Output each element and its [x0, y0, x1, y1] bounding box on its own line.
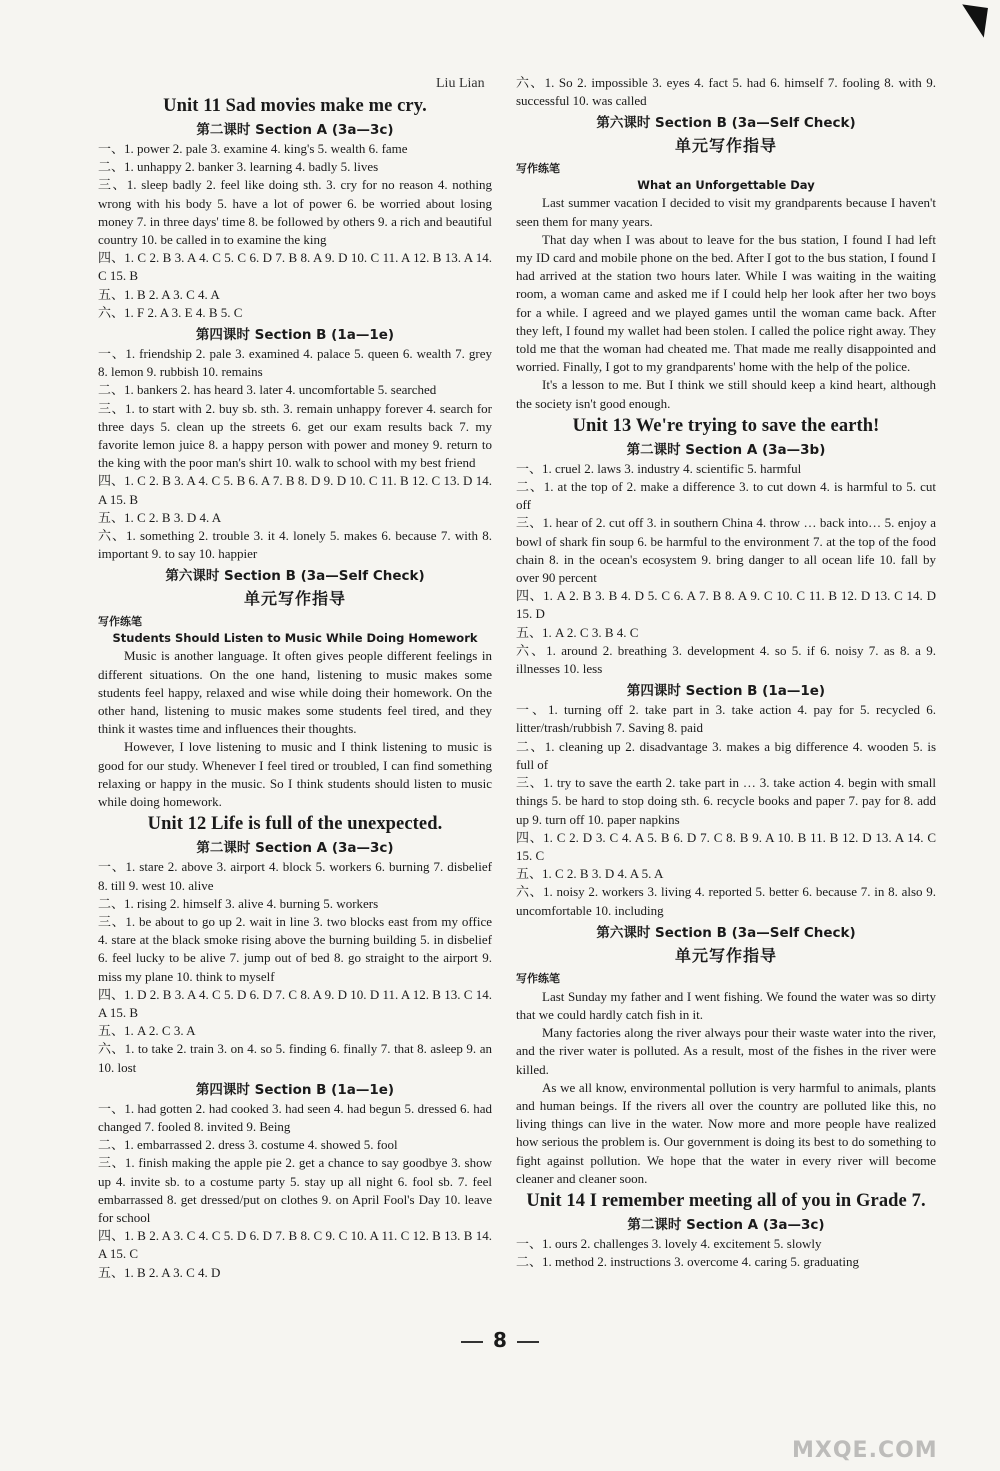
- writing-guide-title: 单元写作指导: [674, 945, 777, 965]
- page-corner-mark: [958, 4, 988, 37]
- essay-paragraph: That day when I was about to leave for the bus station, I found I had left my ID card and mobile phone on the bed. After I got to the bus station, I found I had arrived at the station two hours later. While I was waiting in the waiting room, a woman came and asked me if I could help her look after her two boys for a while. I agreed and we played games until the woman came back. After they left, I found my wallet had been stolen. I called the police right away. They told me that the woman had cheated me. That made me really disappointed and worried. Finally, I got to my grandparents' home with the help of the police.: [516, 231, 936, 375]
- writing-guide-title: 单元写作指导: [674, 136, 777, 156]
- essay-paragraph: As we all know, environmental pollution is very harmful to animals, plants and human beings. If the rivers all over the country are polluted like this, no living things can live in the water. Now more and more people have realized how serious the problem is. Our government is doing its best to do something to fight against pollution. We hope that the water in every river will become cleaner and cleaner soon.: [516, 1079, 936, 1186]
- answer-line: 五、1. B 2. A 3. C 4. A: [98, 286, 220, 302]
- answer-line: 一、1. stare 2. above 3. airport 4. block 5. workers 6. burning 7. disbelief 8. till 9. west 10. alive: [98, 859, 492, 893]
- answer-line: 五、1. A 2. C 3. A: [98, 1023, 196, 1039]
- lesson-heading: 第六课时 Section B (3a—Self Check): [596, 115, 856, 132]
- answer-line: 一、1. turning off 2. take part in 3. take action 4. pay for 5. recycled 6. litter/trash/rubbish 7. Saving 8. paid: [516, 702, 936, 736]
- answer-line: 四、1. D 2. B 3. A 4. C 5. D 6. D 7. C 8. A 9. D 10. D 11. A 12. B 13. C 14. A 15. B: [98, 986, 492, 1020]
- answer-line: 三、1. try to save the earth 2. take part in … 3. take action 4. begin with small things 5. be hard to stop doing sth. 6. recycle books and paper 7. pay for 8. add up 9. turn off 10. paper napkins: [516, 775, 936, 827]
- writing-practice-label: 写作练笔: [98, 615, 142, 629]
- unit-title: Unit 14 I remember meeting all of you in Grade 7.: [526, 1190, 926, 1211]
- answer-line: 四、1. C 2. D 3. C 4. A 5. B 6. D 7. C 8. B 9. A 10. B 11. B 12. D 13. A 14. C 15. C: [516, 829, 936, 863]
- answer-line: 五、1. C 2. B 3. D 4. A 5. A: [516, 866, 664, 882]
- answer-line: 五、1. C 2. B 3. D 4. A: [98, 509, 222, 525]
- answer-line: 六、1. So 2. impossible 3. eyes 4. fact 5. had 6. himself 7. fooling 8. with 9. successful 10. was called: [516, 75, 936, 109]
- unit-title: Unit 11 Sad movies make me cry.: [163, 96, 427, 116]
- answer-line: 五、1. B 2. A 3. C 4. D: [98, 1264, 221, 1280]
- right-column: [516, 74, 936, 1271]
- answer-line: 三、1. sleep badly 2. feel like doing sth. 3. cry for no reason 4. nothing wrong with his body 5. have a lot of power 6. be worried about losing money 7. in three days' time 8. be followed by others 9. a rich and beautiful country 10. be called in to examine the king: [98, 177, 492, 248]
- essay-paragraph: Last summer vacation I decided to visit my grandparents because I haven't seen them for many years.: [516, 195, 936, 229]
- answer-line: 三、1. be about to go up 2. wait in line 3. two blocks east from my office 4. stare at the black smoke rising above the burning building 5. in disbelief 6. feel lucky to be alive 7. jump out of bed 8. go straight to the airport 9. miss my plane 10. think to myself: [98, 913, 492, 984]
- answer-line: 六、1. noisy 2. workers 3. living 4. reported 5. better 6. because 7. in 8. also 9. uncomfortable 10. including: [516, 884, 936, 918]
- answer-line: 一、1. ours 2. challenges 3. lovely 4. excitement 5. slowly: [516, 1235, 822, 1251]
- essay-paragraph: Music is another language. It often gives people different feelings in different situations. On the one hand, listening to music makes some students feel happy, relaxed and wise while doing their homework. On the other hand, listening to music makes some students feel tired, and they think it wastes time and influences their thoughts.: [98, 648, 492, 737]
- essay-paragraph: It's a lesson to me. But I think we still should keep a kind heart, although the society isn't good enough.: [516, 377, 936, 411]
- lesson-heading: 第二课时 Section A (3a—3c): [196, 122, 394, 138]
- lesson-heading: 第二课时 Section A (3a—3c): [196, 840, 394, 857]
- header-name: Liu Lian: [436, 76, 485, 91]
- answer-line: 二、1. method 2. instructions 3. overcome 4. caring 5. graduating: [516, 1254, 859, 1270]
- answer-line: 三、1. to start with 2. buy sb. sth. 3. remain unhappy forever 4. search for three days 5. clean up the streets 6. get our exam results back 7. my favorite lemon juice 8. a happy person with power and money 9. return to the king with the poor man's shirt 10. walk to school with my best friend: [98, 400, 492, 471]
- writing-guide-title: 单元写作指导: [243, 589, 346, 609]
- answer-line: 一、1. friendship 2. pale 3. examined 4. palace 5. queen 6. wealth 7. grey 8. lemon 9. rubbish 10. remains: [98, 346, 492, 380]
- answer-line: 二、1. cleaning up 2. disadvantage 3. makes a big difference 4. wooden 5. is full of: [516, 738, 936, 772]
- lesson-heading: 第六课时 Section B (3a—Self Check): [165, 568, 425, 585]
- answer-line: 六、1. something 2. trouble 3. it 4. lonely 5. makes 6. because 7. with 8. important 9. to say 10. happier: [98, 528, 492, 562]
- answer-line: 二、1. unhappy 2. banker 3. learning 4. badly 5. lives: [98, 159, 379, 175]
- lesson-heading: 第四课时 Section B (1a—1e): [195, 327, 395, 344]
- answer-line: 四、1. C 2. B 3. A 4. C 5. B 6. A 7. B 8. D 9. D 10. C 11. B 12. C 13. D 14. A 15. B: [98, 473, 492, 507]
- lesson-heading: 第四课时 Section B (1a—1e): [195, 1081, 395, 1098]
- answer-line: 六、1. to take 2. train 3. on 4. so 5. finding 6. finally 7. that 8. asleep 9. an 10. lost: [98, 1041, 492, 1075]
- answer-line: 六、1. F 2. A 3. E 4. B 5. C: [98, 304, 243, 320]
- writing-practice-label: 写作练笔: [516, 971, 560, 985]
- answer-line: 四、1. C 2. B 3. A 4. C 5. C 6. D 7. B 8. A 9. D 10. C 11. A 12. B 13. A 14. C 15. B: [98, 250, 492, 284]
- answer-line: 二、1. embarrassed 2. dress 3. costume 4. showed 5. fool: [98, 1137, 398, 1153]
- answer-line: 五、1. A 2. C 3. B 4. C: [516, 624, 639, 640]
- essay-title: What an Unforgettable Day: [637, 178, 815, 193]
- lesson-heading: 第四课时 Section B (1a—1e): [626, 683, 826, 700]
- watermark-logo: [792, 1373, 982, 1463]
- unit-title: Unit 12 Life is full of the unexpected.: [147, 814, 443, 835]
- answer-line: 一、1. power 2. pale 3. examine 4. king's 5. wealth 6. fame: [98, 141, 408, 156]
- answer-line: 四、1. A 2. B 3. B 4. D 5. C 6. A 7. B 8. A 9. C 10. C 11. B 12. D 13. C 14. D 15. D: [516, 588, 936, 622]
- essay-paragraph: However, I love listening to music and I think listening to music is good for our study. Whenever I feel tired or troubled, I can find something relaxing or happy in the music. So I think students should listen to music while doing homework.: [98, 739, 492, 810]
- answer-line: 六、1. around 2. breathing 3. development 4. so 5. if 6. noisy 7. as 8. a 9. illnesses 10. less: [516, 642, 936, 677]
- essay-title: Students Should Listen to Music While Doing Homework: [112, 631, 478, 646]
- lesson-heading: 第六课时 Section B (3a—Self Check): [596, 924, 856, 941]
- answer-line: 四、1. B 2. A 3. C 4. C 5. D 6. D 7. B 8. C 9. C 10. A 11. C 12. B 13. B 14. A 15. C: [98, 1228, 492, 1262]
- left-column: [98, 74, 492, 1282]
- unit-title: Unit 13 We're trying to save the earth!: [572, 415, 880, 436]
- answer-line: 二、1. bankers 2. has heard 3. later 4. uncomfortable 5. searched: [98, 382, 437, 398]
- lesson-heading: 第二课时 Section A (3a—3b): [626, 441, 826, 458]
- answer-line: 二、1. rising 2. himself 3. alive 4. burning 5. workers: [98, 895, 379, 911]
- watermark-text: MXQE.COM: [792, 1438, 938, 1463]
- writing-practice-label: 写作练笔: [516, 162, 560, 176]
- lesson-heading: 第二课时 Section A (3a—3c): [627, 1216, 825, 1233]
- answer-line: 三、1. finish making the apple pie 2. get a chance to say goodbye 3. show up 4. invite sb. to a costume party 5. stay up all night 6. fool sb. 7. feel embarrassed 8. get dressed/put on clothes 9. on April Fool's Day 10. leave for school: [98, 1155, 492, 1225]
- essay-paragraph: Last Sunday my father and I went fishing. We found the water was so dirty that we could hardly catch fish in it.: [516, 988, 936, 1022]
- answer-line: 三、1. hear of 2. cut off 3. in southern China 4. throw … back into… 5. enjoy a bowl of shark fin soup 6. be harmful to the environment 7. at the top of the food chain 8. in the ocean's ecosystem 9. bring danger to all ocean life 10. fall by over 90 percent: [516, 515, 936, 586]
- essay-paragraph: Many factories along the river always pour their waste water into the river, and the river water is polluted. As a result, most of the fishes in the river were killed.: [516, 1025, 936, 1077]
- answer-line: 一、1. had gotten 2. had cooked 3. had seen 4. had begun 5. dressed 6. had changed 7. fooled 8. invited 9. Being: [98, 1100, 492, 1134]
- answer-line: 一、1. cruel 2. laws 3. industry 4. scientific 5. harmful: [516, 460, 802, 476]
- answer-line: 二、1. at the top of 2. make a difference 3. to cut down 4. is harmful to 5. cut off: [516, 479, 936, 513]
- page-number: 8: [0, 1328, 1000, 1352]
